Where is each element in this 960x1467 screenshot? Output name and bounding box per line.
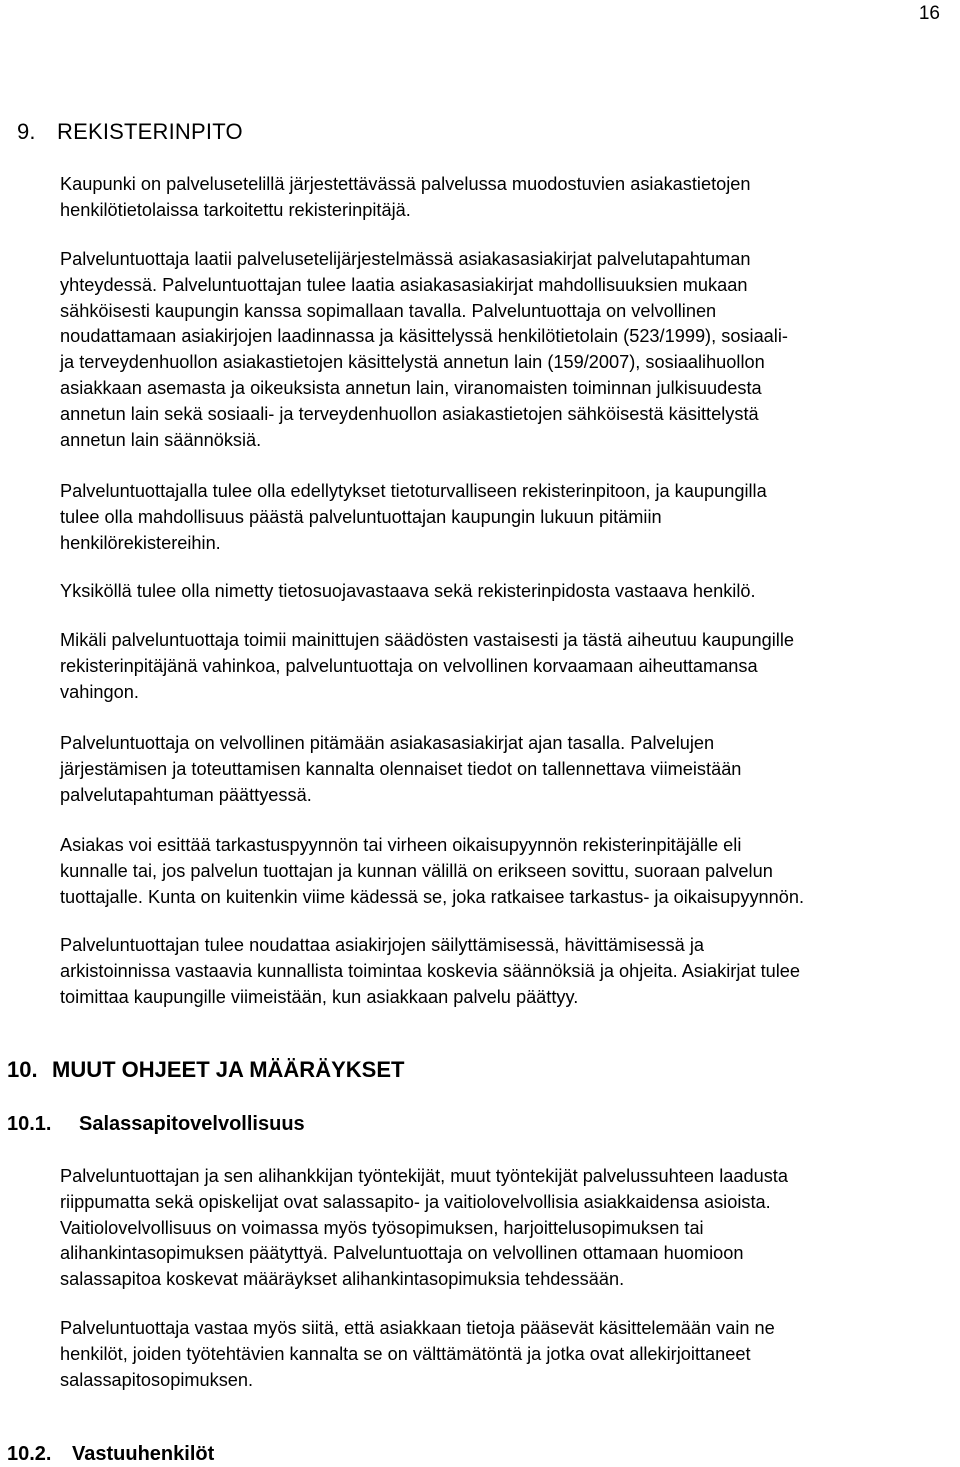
section-9-paragraph-6: Palveluntuottaja on velvollinen pitämään asiakasasiakirjat ajan tasalla. Palvelujen järjestämisen ja toteuttamisen kannalta olennaiset tiedot on tallennettava viimeistään palvelutapahtuman päättyessä. <box>60 733 742 805</box>
section-10-1-title: Salassapitovelvollisuus <box>79 1113 305 1135</box>
section-10-1-number: 10.1. <box>7 1113 52 1135</box>
section-10-1-paragraph-1: Palveluntuottajan ja sen alihankkijan työntekijät, muut työntekijät palvelussuhteen laadusta riippumatta sekä opiskelijat ovat salassapito- ja vaitiolovelvollisia asiakkaidensa asioista. Vaitiolovelvollisuus on voimassa myös työsopimuksen, harjoittelusopimuksen tai alihankintasopimuksen päätyttyä. Palveluntuottaja on velvollinen ottamaan huomioon salassapitoa koskevat määräykset alihankintasopimuksia tehdessään. <box>60 1166 788 1290</box>
section-9-paragraph-5: Mikäli palveluntuottaja toimii mainittujen säädösten vastaisesti ja tästä aiheutuu kaupungille rekisterinpitäjänä vahinkoa, palveluntuottaja on velvollinen korvaamaan aiheuttamansa vahingon. <box>60 630 794 702</box>
section-10-number: 10. <box>7 1057 38 1082</box>
section-9-paragraph-2: Palveluntuottaja laatii palvelusetelijärjestelmässä asiakasasiakirjat palvelutapahtuman yhteydessä. Palveluntuottajan tulee laatia asiakasasiakirjat mahdollisuuksien mukaan sähköisesti kaupungin kanssa sopimallaan tavalla. Palveluntuottaja on velvollinen noudattamaan asiakirjojen laadinnassa ja käsittelyssä henkilötietolain (523/1999), sosiaali- ja terveydenhuollon asiakastietojen käsittelystä annetun lain (159/2007), sosiaalihuollon asiakkaan asemasta ja oikeuksista annetun lain, viranomaisten toiminnan julkisuudesta annetun lain sekä sosiaali- ja terveydenhuollon asiakastietojen sähköisestä käsittelystä annetun lain säännöksiä. <box>60 249 788 450</box>
section-9-heading <box>17 118 243 146</box>
section-10-2-heading <box>7 1441 214 1467</box>
section-9-paragraph-1: Kaupunki on palvelusetelillä järjestettävässä palvelussa muodostuvien asiakastietojen henkilötietolaissa tarkoitettu rekisterinpitäjä. <box>60 174 751 220</box>
section-9-paragraph-4: Yksiköllä tulee olla nimetty tietosuojavastaava sekä rekisterinpidosta vastaava henkilö. <box>60 581 756 601</box>
section-10-2-number: 10.2. <box>7 1443 52 1465</box>
section-10-title: MUUT OHJEET JA MÄÄRÄYKSET <box>52 1057 405 1082</box>
section-10-heading <box>7 1056 404 1084</box>
section-9-paragraph-3: Palveluntuottajalla tulee olla edellytykset tietoturvalliseen rekisterinpitoon, ja kaupungilla tulee olla mahdollisuus päästä palveluntuottajan kaupungin lukuun pitämiin henkilörekistereihin. <box>60 481 767 553</box>
section-10-1-heading <box>7 1111 305 1137</box>
section-10-2-title: Vastuuhenkilöt <box>72 1443 215 1465</box>
section-9-paragraph-8: Palveluntuottajan tulee noudattaa asiakirjojen säilyttämisessä, hävittämisessä ja arkistoinnissa vastaavia kunnallista toimintaa koskevia säännöksiä ja ohjeita. Asiakirjat tulee toimittaa kaupungille viimeistään, kun asiakkaan palvelu päättyy. <box>60 935 801 1007</box>
section-9-title: REKISTERINPITO <box>57 119 243 144</box>
section-10-1-paragraph-2: Palveluntuottaja vastaa myös siitä, että asiakkaan tietoja pääsevät käsittelemään vain ne henkilöt, joiden työtehtävien kannalta se on välttämätöntä ja jotka ovat allekirjoittaneet salassapitosopimuksen. <box>60 1318 775 1390</box>
page-number: 16 <box>918 3 940 24</box>
section-9-number: 9. <box>17 119 36 144</box>
section-9-paragraph-7: Asiakas voi esittää tarkastuspyynnön tai virheen oikaisupyynnön rekisterinpitäjälle eli kunnalle tai, jos palvelun tuottajan ja kunnan välillä on erikseen sovittu, suoraan palvelun tuottajalle. Kunta on kuitenkin viime kädessä se, joka ratkaisee tarkastus- ja oikaisupyynnön. <box>60 835 805 907</box>
